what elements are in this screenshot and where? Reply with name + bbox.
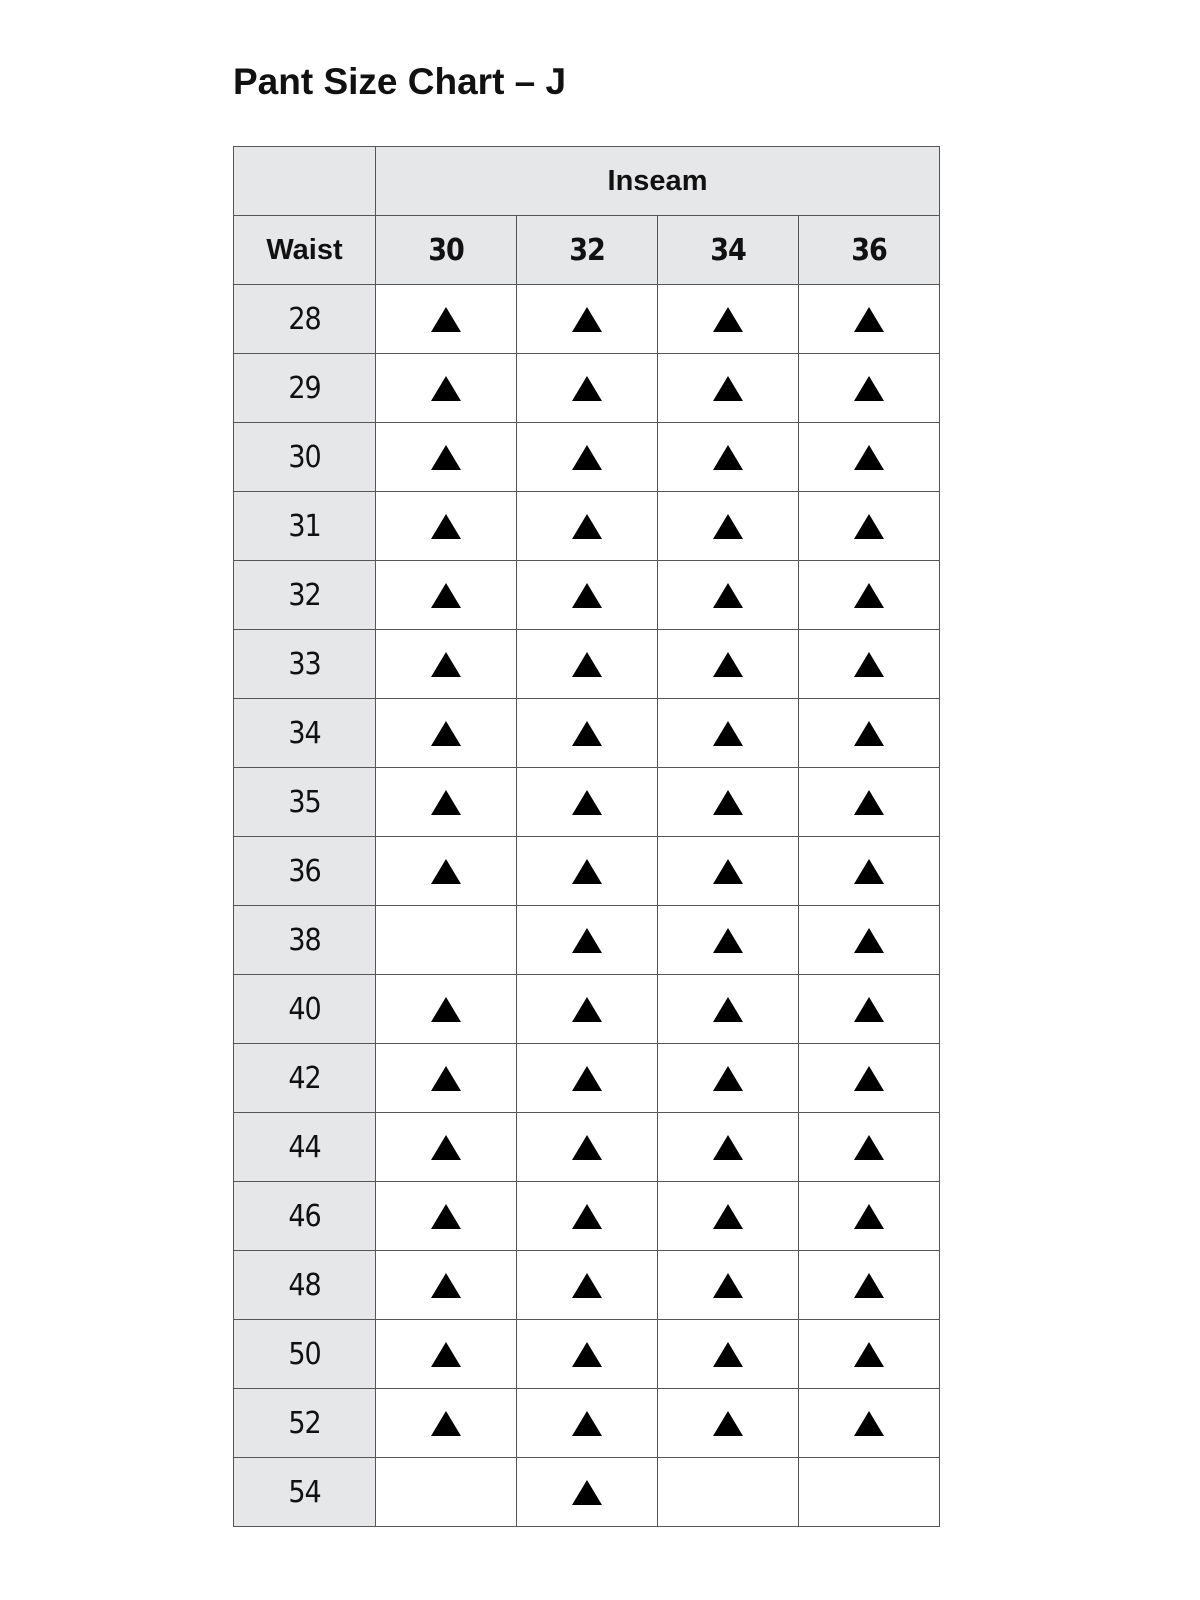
available-triangle-icon [854, 721, 884, 746]
availability-cell [517, 837, 658, 906]
availability-cell [658, 768, 799, 837]
waist-size-cell: 28 [234, 285, 376, 354]
availability-cell [658, 285, 799, 354]
availability-cell [799, 837, 940, 906]
available-triangle-icon [431, 997, 461, 1022]
available-triangle-icon [713, 1342, 743, 1367]
available-triangle-icon [572, 445, 602, 470]
available-triangle-icon [854, 445, 884, 470]
table-row [234, 837, 940, 906]
available-triangle-icon [572, 583, 602, 608]
available-triangle-icon [431, 514, 461, 539]
available-triangle-icon [854, 583, 884, 608]
availability-cell [799, 630, 940, 699]
availability-cell [376, 1182, 517, 1251]
availability-cell [517, 423, 658, 492]
availability-cell [517, 906, 658, 975]
available-triangle-icon [713, 376, 743, 401]
column-header-row [234, 216, 940, 285]
availability-cell [799, 1113, 940, 1182]
availability-cell [799, 354, 940, 423]
availability-cell [658, 423, 799, 492]
table-row [234, 1044, 940, 1113]
available-triangle-icon [431, 790, 461, 815]
availability-cell [517, 768, 658, 837]
available-triangle-icon [572, 1066, 602, 1091]
available-triangle-icon [854, 790, 884, 815]
availability-cell [376, 1320, 517, 1389]
available-triangle-icon [854, 1273, 884, 1298]
availability-cell [799, 1182, 940, 1251]
availability-cell [799, 699, 940, 768]
available-triangle-icon [713, 583, 743, 608]
waist-size-cell: 40 [234, 975, 376, 1044]
available-triangle-icon [854, 928, 884, 953]
availability-cell [799, 906, 940, 975]
availability-cell [658, 1251, 799, 1320]
available-triangle-icon [572, 997, 602, 1022]
available-triangle-icon [854, 307, 884, 332]
available-triangle-icon [431, 1411, 461, 1436]
waist-size-cell: 31 [234, 492, 376, 561]
available-triangle-icon [572, 514, 602, 539]
table-row [234, 1389, 940, 1458]
waist-size-cell: 44 [234, 1113, 376, 1182]
available-triangle-icon [431, 307, 461, 332]
availability-cell [517, 354, 658, 423]
available-triangle-icon [854, 1204, 884, 1229]
available-triangle-icon [713, 1066, 743, 1091]
availability-cell [658, 906, 799, 975]
table-row [234, 768, 940, 837]
availability-cell [799, 492, 940, 561]
table-row [234, 906, 940, 975]
availability-cell [658, 561, 799, 630]
availability-cell [517, 975, 658, 1044]
corner-cell [234, 147, 376, 216]
availability-cell [517, 1113, 658, 1182]
available-triangle-icon [854, 1135, 884, 1160]
available-triangle-icon [854, 514, 884, 539]
available-triangle-icon [854, 376, 884, 401]
available-triangle-icon [431, 1135, 461, 1160]
availability-cell [517, 561, 658, 630]
table-row [234, 975, 940, 1044]
availability-cell [376, 423, 517, 492]
availability-cell [517, 1389, 658, 1458]
table-row [234, 285, 940, 354]
inseam-header: Inseam [376, 147, 940, 216]
availability-cell [376, 1044, 517, 1113]
availability-cell [376, 354, 517, 423]
availability-cell [376, 561, 517, 630]
table-row [234, 354, 940, 423]
available-triangle-icon [713, 790, 743, 815]
available-triangle-icon [713, 1204, 743, 1229]
availability-cell [658, 975, 799, 1044]
available-triangle-icon [572, 790, 602, 815]
waist-size-cell: 35 [234, 768, 376, 837]
availability-cell [376, 975, 517, 1044]
availability-cell [658, 1458, 799, 1527]
availability-cell [799, 1251, 940, 1320]
availability-cell [658, 837, 799, 906]
availability-cell [376, 1389, 517, 1458]
inseam-column-header: 34 [658, 216, 799, 285]
available-triangle-icon [431, 445, 461, 470]
available-triangle-icon [854, 859, 884, 884]
available-triangle-icon [713, 652, 743, 677]
available-triangle-icon [713, 514, 743, 539]
available-triangle-icon [431, 1204, 461, 1229]
available-triangle-icon [854, 1342, 884, 1367]
available-triangle-icon [713, 997, 743, 1022]
waist-size-cell: 30 [234, 423, 376, 492]
available-triangle-icon [854, 997, 884, 1022]
available-triangle-icon [713, 721, 743, 746]
waist-size-cell: 46 [234, 1182, 376, 1251]
availability-cell [376, 906, 517, 975]
availability-cell [799, 768, 940, 837]
available-triangle-icon [854, 652, 884, 677]
available-triangle-icon [713, 1411, 743, 1436]
available-triangle-icon [572, 376, 602, 401]
availability-cell [799, 285, 940, 354]
waist-size-cell: 32 [234, 561, 376, 630]
waist-size-cell: 38 [234, 906, 376, 975]
table-row [234, 1320, 940, 1389]
availability-cell [376, 837, 517, 906]
availability-cell [799, 1458, 940, 1527]
waist-size-cell: 33 [234, 630, 376, 699]
availability-cell [376, 285, 517, 354]
availability-cell [658, 1389, 799, 1458]
available-triangle-icon [431, 1273, 461, 1298]
availability-cell [376, 1251, 517, 1320]
available-triangle-icon [431, 583, 461, 608]
available-triangle-icon [572, 721, 602, 746]
available-triangle-icon [713, 859, 743, 884]
availability-cell [799, 1044, 940, 1113]
available-triangle-icon [713, 1135, 743, 1160]
availability-cell [799, 423, 940, 492]
available-triangle-icon [572, 1480, 602, 1505]
waist-header: Waist [234, 216, 376, 285]
available-triangle-icon [854, 1411, 884, 1436]
available-triangle-icon [572, 1204, 602, 1229]
availability-cell [517, 1320, 658, 1389]
waist-size-cell: 54 [234, 1458, 376, 1527]
available-triangle-icon [713, 445, 743, 470]
available-triangle-icon [431, 721, 461, 746]
available-triangle-icon [431, 1342, 461, 1367]
waist-size-cell: 48 [234, 1251, 376, 1320]
waist-size-cell: 34 [234, 699, 376, 768]
available-triangle-icon [713, 1273, 743, 1298]
table-row [234, 1113, 940, 1182]
waist-size-cell: 50 [234, 1320, 376, 1389]
available-triangle-icon [713, 928, 743, 953]
table-row [234, 1458, 940, 1527]
available-triangle-icon [572, 859, 602, 884]
availability-cell [799, 975, 940, 1044]
availability-cell [658, 1113, 799, 1182]
availability-cell [658, 354, 799, 423]
page-title: Pant Size Chart – J [233, 61, 567, 102]
waist-size-cell: 29 [234, 354, 376, 423]
availability-cell [517, 1182, 658, 1251]
table-row [234, 492, 940, 561]
size-rows [234, 285, 940, 1527]
availability-cell [517, 1458, 658, 1527]
availability-cell [658, 699, 799, 768]
available-triangle-icon [854, 1066, 884, 1091]
available-triangle-icon [431, 1066, 461, 1091]
availability-cell [376, 630, 517, 699]
available-triangle-icon [572, 928, 602, 953]
available-triangle-icon [572, 1273, 602, 1298]
table-row [234, 561, 940, 630]
availability-cell [658, 1044, 799, 1113]
availability-cell [799, 561, 940, 630]
availability-cell [517, 492, 658, 561]
availability-cell [658, 1320, 799, 1389]
availability-cell [517, 699, 658, 768]
availability-cell [658, 1182, 799, 1251]
waist-size-cell: 36 [234, 837, 376, 906]
available-triangle-icon [713, 307, 743, 332]
availability-cell [799, 1320, 940, 1389]
available-triangle-icon [572, 1342, 602, 1367]
available-triangle-icon [431, 376, 461, 401]
size-chart-table [233, 146, 940, 1527]
available-triangle-icon [572, 1135, 602, 1160]
availability-cell [799, 1389, 940, 1458]
table-row [234, 423, 940, 492]
availability-cell [376, 492, 517, 561]
availability-cell [376, 768, 517, 837]
availability-cell [376, 1458, 517, 1527]
availability-cell [517, 1251, 658, 1320]
inseam-column-header: 30 [376, 216, 517, 285]
available-triangle-icon [572, 1411, 602, 1436]
availability-cell [517, 285, 658, 354]
inseam-column-header: 32 [517, 216, 658, 285]
availability-cell [658, 630, 799, 699]
table-row [234, 630, 940, 699]
availability-cell [517, 630, 658, 699]
availability-cell [658, 492, 799, 561]
available-triangle-icon [431, 652, 461, 677]
waist-size-cell: 42 [234, 1044, 376, 1113]
availability-cell [376, 1113, 517, 1182]
available-triangle-icon [572, 652, 602, 677]
availability-cell [517, 1044, 658, 1113]
inseam-column-header: 36 [799, 216, 940, 285]
table-row [234, 699, 940, 768]
availability-cell [376, 699, 517, 768]
inseam-header-row [234, 147, 940, 216]
available-triangle-icon [572, 307, 602, 332]
waist-size-cell: 52 [234, 1389, 376, 1458]
table-row [234, 1251, 940, 1320]
table-row [234, 1182, 940, 1251]
available-triangle-icon [431, 859, 461, 884]
